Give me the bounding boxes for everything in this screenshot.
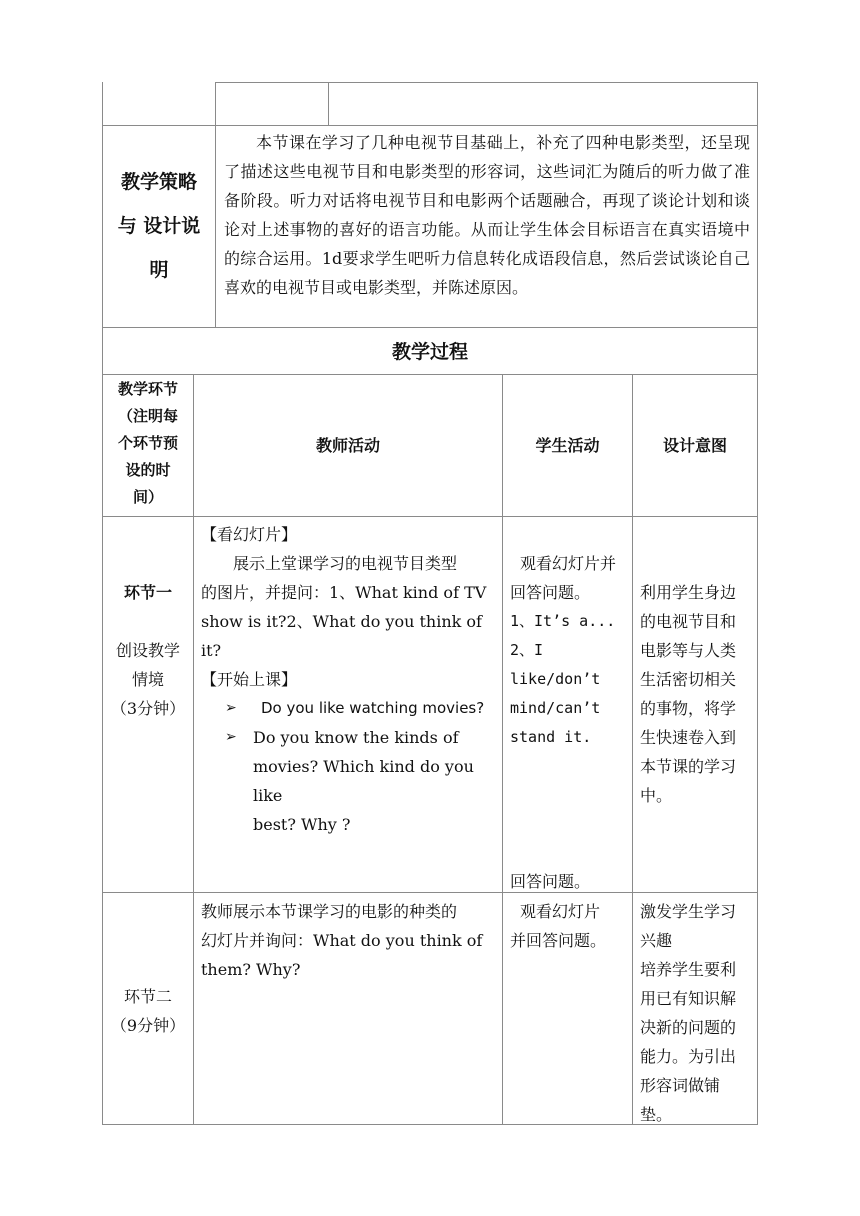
- top-row-divider-1: [215, 82, 216, 327]
- stage1-subtitle-line3: （3分钟）: [110, 699, 186, 718]
- stage1-teacher-line1: 【看幻灯片】: [201, 525, 298, 544]
- stage2-design-line1: 激发学生学习: [640, 902, 737, 921]
- stage2-teacher-line1: 教师展示本节课学习的电影的种类的: [201, 902, 458, 921]
- stage2-name: [103, 982, 193, 1040]
- arrow-bullet-icon: ➢: [225, 700, 237, 716]
- stage1-teacher-line6: 【开始上课】: [201, 670, 298, 689]
- stage2-design-line3: 培养学生要利: [640, 960, 737, 979]
- stage2-design-line4: 用已有知识解: [640, 989, 737, 1008]
- header-stage-line3: 个环节预: [117, 434, 178, 452]
- stage1-teacher-activity: [201, 520, 499, 839]
- stage1-design-line7: 本节课的学习: [640, 757, 737, 776]
- header-stage-line4: 设的时: [125, 461, 171, 479]
- stage1-teacher-line5: it?: [201, 641, 222, 660]
- stage1-design-line3: 电影等与人类: [640, 641, 737, 660]
- stage2-design-intent: [640, 897, 752, 1129]
- stage1-student-line5: like/don’t: [510, 670, 601, 688]
- stage1-name: 环节一: [123, 583, 172, 602]
- strategy-row-top-line: [102, 125, 757, 126]
- stage1-design-line2: 的电视节目和: [640, 612, 737, 631]
- stage2-design-line7: 形容词做铺: [640, 1076, 721, 1095]
- strategy-label-line2: 与 设计说: [117, 215, 201, 237]
- stage1-design-line1: 利用学生身边: [640, 583, 737, 602]
- stage2-student-activity: [510, 897, 630, 955]
- stage1-bullet-1-text: Do you like watching movies?: [261, 699, 485, 717]
- stage2-student-line1: 观看幻灯片: [520, 902, 601, 921]
- stage1-student-line1: 观看幻灯片并: [520, 554, 617, 573]
- stage1-subtitle-line1: 创设教学: [115, 641, 180, 660]
- stage1-student-line4: 2、I: [510, 641, 544, 659]
- stage1-design-line8: 中。: [640, 786, 673, 805]
- strategy-label: [103, 160, 215, 292]
- header-row-bottom-line: [102, 516, 757, 517]
- col-divider-student: [632, 374, 633, 1125]
- stage1-student-line3: 1、It’s a...: [510, 612, 616, 630]
- stage1-bullet-1: [201, 694, 499, 723]
- stage2-teacher-activity: [201, 897, 499, 984]
- header-student: 学生活动: [535, 436, 600, 455]
- stage1-subtitle: [103, 636, 193, 723]
- stage2-design-line5: 决新的问题的: [640, 1018, 737, 1037]
- stage2-teacher-line2: 幻灯片并询问：What do you think of: [201, 931, 483, 950]
- stage1-student-line7: stand it.: [510, 728, 592, 746]
- stage2-design-line6: 能力。为引出: [640, 1047, 737, 1066]
- process-title-bottom-line: [102, 374, 757, 375]
- stage1-student-line6: mind/can’t: [510, 699, 601, 717]
- strategy-row-bottom-line: [102, 327, 757, 328]
- stage2-design-line8: 垫。: [640, 1105, 673, 1124]
- stage1-bullet-2: [201, 723, 499, 839]
- stage1-student-answer: 回答问题。: [510, 872, 591, 891]
- row-top-line: [215, 82, 757, 83]
- stage1-design-intent: [640, 578, 752, 810]
- stage1-teacher-line4: show is it?2、What do you think of: [201, 612, 482, 631]
- stage1-student-line2: 回答问题。: [510, 583, 591, 602]
- header-stage-line1: 教学环节: [117, 380, 178, 398]
- table-border-right: [757, 82, 758, 1125]
- stage1-bullet-2-line1: Do you know the kinds of: [253, 728, 459, 747]
- stage2-student-line2: 并回答问题。: [510, 931, 607, 950]
- header-teacher: 教师活动: [315, 436, 380, 455]
- stage2-design-line2: 兴趣: [640, 931, 673, 950]
- stage1-subtitle-line2: 情境: [131, 670, 164, 689]
- stage1-bullet-2-line2: movies? Which kind do you like: [253, 757, 474, 805]
- stage1-design-line4: 生活密切相关: [640, 670, 737, 689]
- stage1-row-bottom-line: [102, 892, 757, 893]
- top-row-divider-2: [328, 82, 329, 125]
- header-design: 设计意图: [662, 436, 727, 455]
- stage1-teacher-line3: 的图片，并提问：1、What kind of TV: [201, 583, 487, 602]
- stage2-time-line: （9分钟）: [110, 1016, 186, 1035]
- strategy-description: 本节课在学习了几种电视节目基础上，补充了四种电影类型，还呈现了描述这些电视节目和电影类型的形容词，这些词汇为随后的听力做了准备阶段。听力对话将电视节目和电影两个话题融合，再现了谈论计划和谈论对上述事物的喜好的语言功能。从而让学生体会目标语言在真实语境中的综合运用。1d要求学生吧听力信息转化成语段信息，然后尝试谈论自己喜欢的电视节目或电影类型，并陈述原因。: [224, 133, 750, 297]
- stage1-student-activity: [510, 549, 630, 752]
- col-divider-stage: [193, 374, 194, 1125]
- stage1-design-line6: 生快速卷入到: [640, 728, 737, 747]
- stage2-name-line: 环节二: [123, 987, 172, 1006]
- process-title: 教学过程: [391, 341, 468, 363]
- col-divider-teacher: [502, 374, 503, 1125]
- stage2-teacher-line3: them? Why?: [201, 960, 301, 979]
- header-stage-line2: （注明每: [117, 407, 178, 425]
- stage1-bullet-2-line3: best? Why ?: [253, 815, 351, 834]
- header-stage: [103, 376, 193, 511]
- header-stage-line5: 间）: [132, 488, 163, 506]
- strategy-label-line1: 教学策略: [120, 171, 197, 193]
- stage1-teacher-line2: 展示上堂课学习的电视节目类型: [233, 554, 458, 573]
- stage1-design-line5: 的事物，将学: [640, 699, 737, 718]
- strategy-label-line3: 明: [149, 259, 169, 281]
- arrow-bullet-icon: ➢: [225, 729, 237, 745]
